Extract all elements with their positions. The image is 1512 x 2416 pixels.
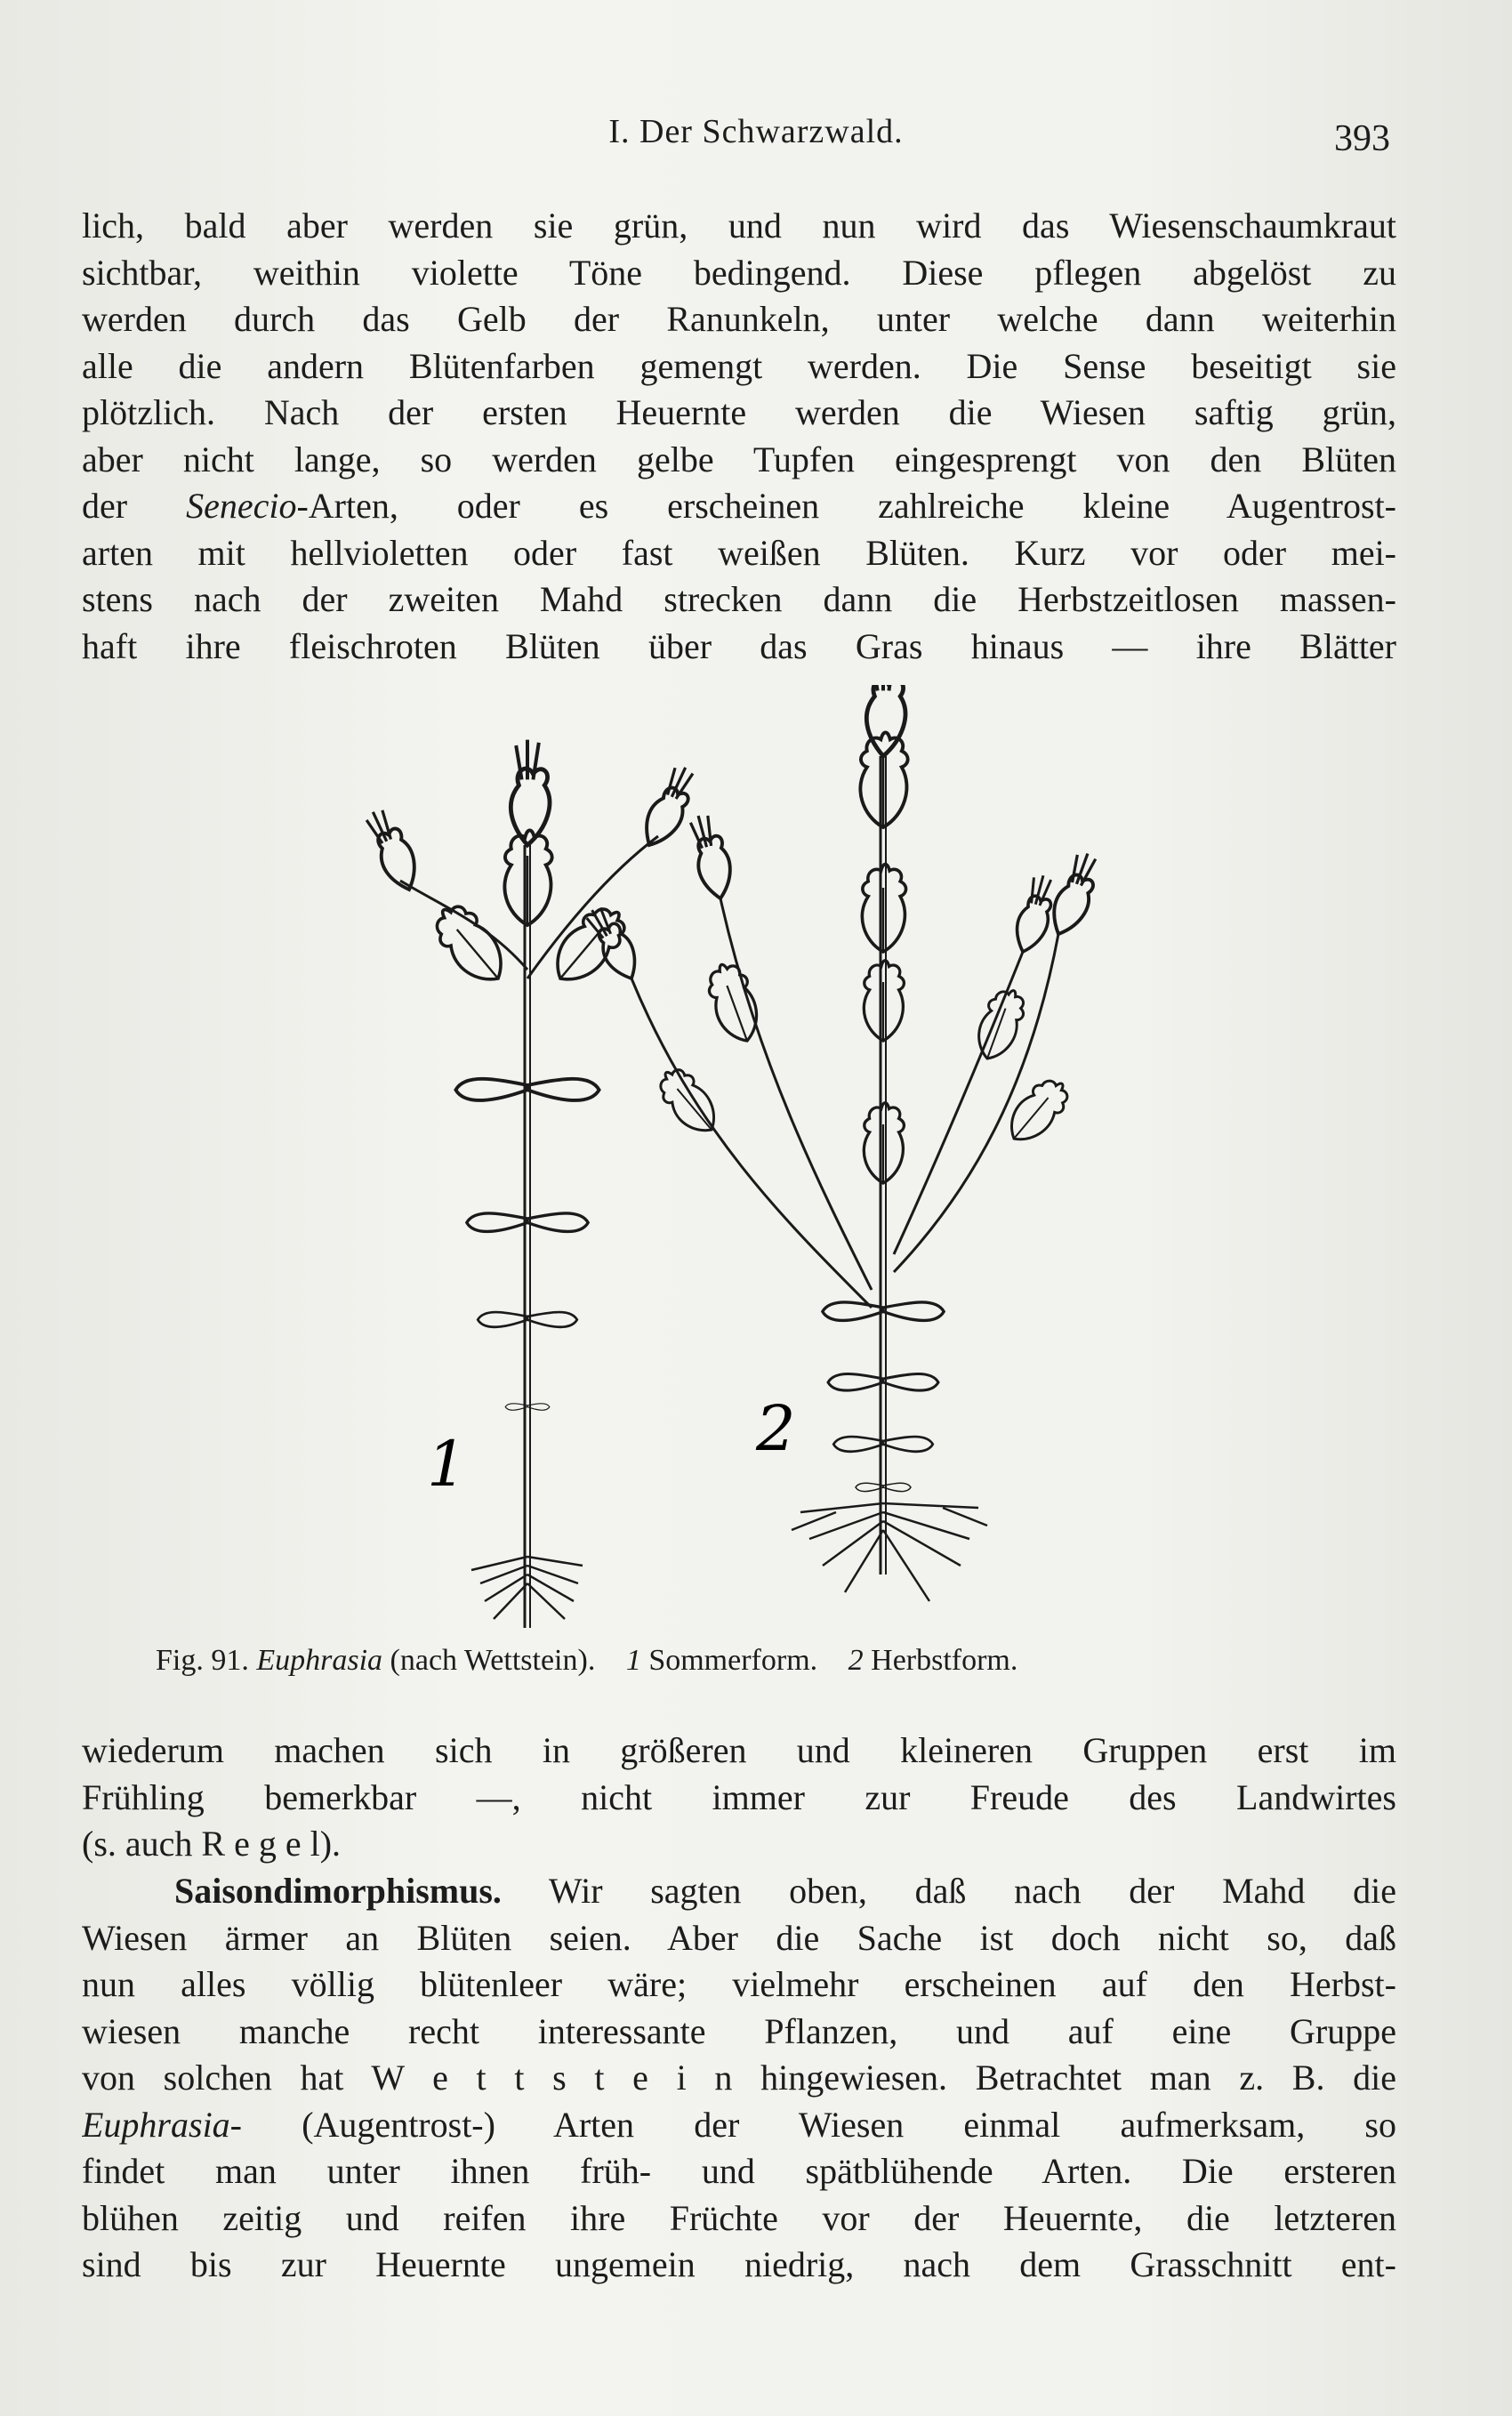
caption-genus: Euphrasia bbox=[256, 1644, 383, 1677]
text-line bbox=[82, 1868, 1396, 1915]
text-fragment: (Augentrost-) Arten der Wiesen einmal aufmerksam, so bbox=[242, 2104, 1396, 2145]
text-line bbox=[82, 2102, 1396, 2149]
caption-source: (nach Wettstein). bbox=[390, 1644, 596, 1677]
text-line: haft ihre fleischroten Blüten über das Gras hinaus — ihre Blätter bbox=[82, 625, 1396, 666]
text-line: Frühling bemerkbar —, nicht immer zur Freude des Landwirtes bbox=[82, 1776, 1396, 1817]
page-number: 393 bbox=[1334, 118, 1390, 159]
figure-label-1: 1 bbox=[427, 1428, 467, 1501]
text-line: findet man unter ihnen früh- und spätblühende Arten. Die ersteren bbox=[82, 2151, 1396, 2191]
text-line: plötzlich. Nach der ersten Heuernte werden die Wiesen saftig grün, bbox=[82, 392, 1396, 432]
text-fragment: Wir sagten oben, daß nach der Mahd die bbox=[548, 1871, 1396, 1911]
text-line: blühen zeitig und reifen ihre Früchte vor der Heuernte, die letzteren bbox=[82, 2197, 1396, 2238]
text-line: lich, bald aber werden sie grün, und nun wird das Wiesenschaumkraut bbox=[82, 205, 1396, 246]
text-line: von solchen hat W e t t s t e i n hingewiesen. Betrachtet man z. B. die bbox=[82, 2058, 1396, 2098]
plant-2 bbox=[581, 685, 1104, 1601]
text-line: wiederum machen sich in größeren und kleineren Gruppen erst im bbox=[82, 1730, 1396, 1770]
caption-number-2: 2 bbox=[848, 1644, 864, 1677]
text-fragment: der bbox=[82, 486, 187, 526]
caption-form-2: Herbstform. bbox=[871, 1644, 1018, 1677]
text-line: wiesen manche recht interessante Pflanzen, und auf eine Gruppe bbox=[82, 2010, 1396, 2051]
text-fragment: -Arten, oder es erscheinen zahlreiche kleine Augentrost- bbox=[296, 486, 1396, 526]
text-line: Wiesen ärmer an Blüten seien. Aber die Sache ist doch nicht so, daß bbox=[82, 1917, 1396, 1958]
text-line: (s. auch R e g e l). bbox=[82, 1824, 342, 1864]
italic-term: Senecio bbox=[186, 486, 297, 526]
text-line: nun alles völlig blütenleer wäre; vielmehr erscheinen auf den Herbst- bbox=[82, 1964, 1396, 2004]
figure-label-2: 2 bbox=[756, 1392, 796, 1465]
caption-form-1: Sommerform. bbox=[648, 1644, 818, 1677]
plant-1 bbox=[361, 740, 702, 1628]
text-line: sichtbar, weithin violette Töne bedingend. Diese pflegen abgelöst zu bbox=[82, 252, 1396, 293]
italic-term: Euphrasia- bbox=[82, 2104, 242, 2145]
text-line: werden durch das Gelb der Ranunkeln, unter welche dann weiterhin bbox=[82, 299, 1396, 339]
paragraph-2 bbox=[82, 1727, 1396, 1868]
text-line: aber nicht lange, so werden gelbe Tupfen eingesprengt von den Blüten bbox=[82, 439, 1396, 479]
caption-number-1: 1 bbox=[625, 1644, 641, 1677]
running-head: I. Der Schwarzwald. bbox=[608, 113, 904, 150]
text-line: sind bis zur Heuernte ungemein niedrig, nach dem Grasschnitt ent- bbox=[82, 2244, 1396, 2284]
caption-fig-number: Fig. 91. bbox=[156, 1644, 249, 1677]
text-line bbox=[82, 483, 1396, 530]
text-line: stens nach der zweiten Mahd strecken dann die Herbstzeitlosen massen- bbox=[82, 579, 1396, 619]
figure-caption bbox=[156, 1644, 1365, 1678]
text-line: alle die andern Blütenfarben gemengt werden. Die Sense beseitigt sie bbox=[82, 345, 1396, 386]
paragraph-3 bbox=[82, 1868, 1396, 2289]
figure-euphrasia bbox=[338, 685, 1192, 1655]
paragraph-1 bbox=[82, 203, 1396, 670]
euphrasia-illustration bbox=[338, 685, 1192, 1655]
text-line: arten mit hellvioletten oder fast weißen Blüten. Kurz vor oder mei- bbox=[82, 532, 1396, 573]
section-heading: Saisondimorphismus. bbox=[174, 1871, 502, 1911]
